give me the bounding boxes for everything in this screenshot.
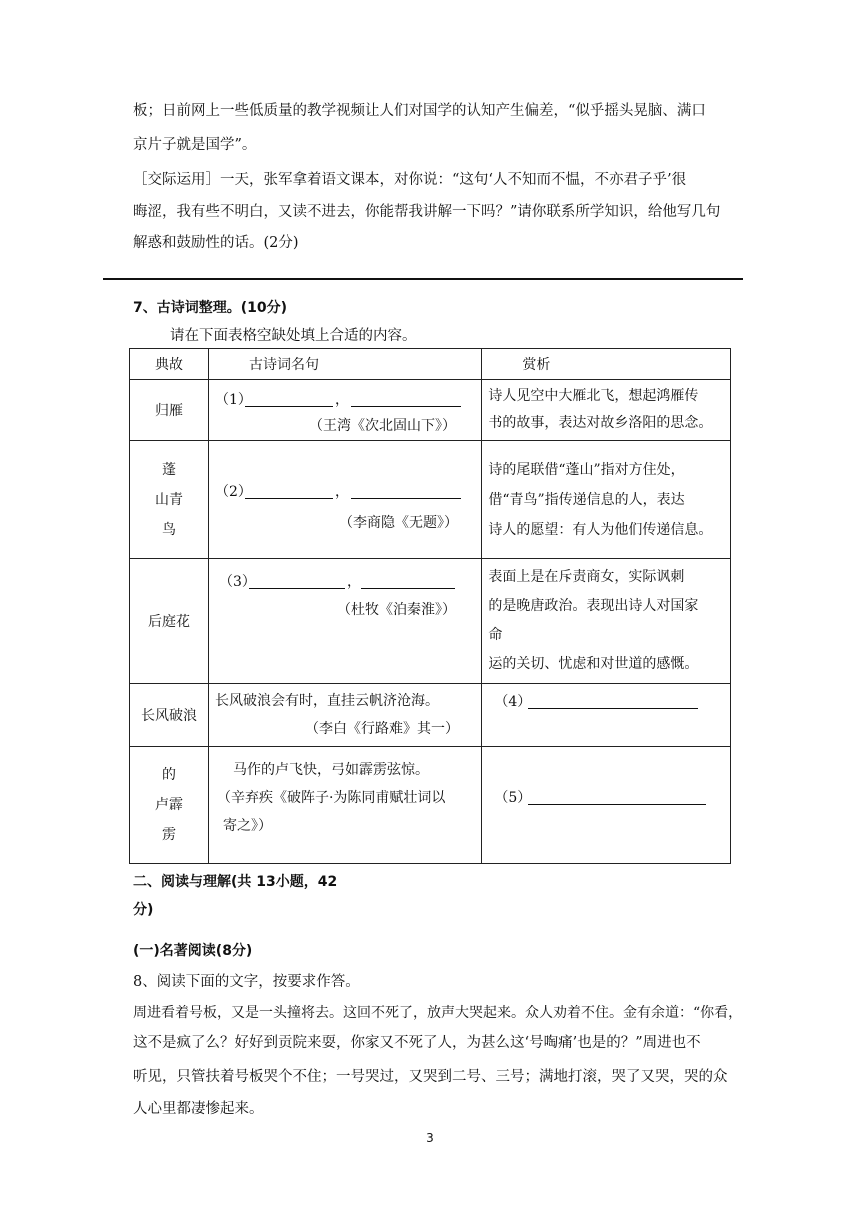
analysis-cell xyxy=(482,747,731,864)
answer-blank[interactable] xyxy=(361,574,455,589)
analysis-line: 诗人的愿望：有人为他们传递信息。 xyxy=(488,521,713,538)
table-row xyxy=(130,559,731,684)
answer-blank[interactable] xyxy=(351,392,461,407)
blank-num: （5） xyxy=(494,790,532,806)
blank-num: （4） xyxy=(494,694,532,710)
q7-title: 7、古诗词整理。(10分) xyxy=(133,300,288,316)
analysis-line: 运的关切、忧虑和对世道的感慨。 xyxy=(488,656,699,672)
verse-cell xyxy=(208,684,481,747)
analysis-cell xyxy=(482,684,731,747)
blank-num: （3） xyxy=(218,574,256,590)
page-number: 3 xyxy=(426,1131,434,1145)
poem-table xyxy=(129,348,731,864)
allusion-line: 山青 xyxy=(154,491,183,508)
top-text-line-5: 解惑和鼓励性的话。(2分) xyxy=(133,235,299,251)
verse-cell xyxy=(208,559,481,684)
table-row xyxy=(130,747,731,864)
allusion-line: 卢霹 xyxy=(154,797,183,813)
header-allusion: 典故 xyxy=(130,349,209,380)
q7-instruction: 请在下面表格空缺处填上合适的内容。 xyxy=(170,328,417,344)
analysis-line: 命 xyxy=(488,627,503,643)
analysis-cell xyxy=(482,559,731,684)
analysis-line: 书的故事，表达对故乡洛阳的思念。 xyxy=(488,415,713,431)
analysis-line: 表面上是在斥责商女，实际讽刺 xyxy=(488,569,685,585)
q8-prompt: 8、阅读下面的文字，按要求作答。 xyxy=(133,974,360,990)
verse-text: 马作的卢飞快，弓如霹雳弦惊。 xyxy=(232,762,429,778)
table-row xyxy=(130,441,731,559)
answer-blank[interactable] xyxy=(245,484,333,499)
section2-title-line-2: 分) xyxy=(133,902,154,918)
passage-line-2: 这不是疯了么？好好到贡院来耍，你家又不死了人，为甚么这‘号啕痛’也是的？”周进也不 xyxy=(133,1035,701,1051)
passage-line-1: 周进看着号板，又是一头撞将去。这回不死了，放声大哭起来。众人劝着不住。金有余道：“你看， xyxy=(133,1005,743,1021)
verse-source: （李白《行路难》其一） xyxy=(304,721,459,737)
analysis-line: 的是晚唐政治。表现出诗人对国家 xyxy=(488,598,699,614)
verse-cell xyxy=(208,441,481,559)
allusion-line: 蓬 xyxy=(161,461,176,478)
subsection-title: (一)名著阅读(8分) xyxy=(133,943,253,959)
analysis-cell xyxy=(482,380,731,441)
passage-line-3: 听见，只管扶着号板哭个不住；一号哭过，又哭到二号、三号；满地打滚，哭了又哭，哭的众 xyxy=(133,1069,728,1085)
table-header-row xyxy=(130,349,731,380)
answer-blank[interactable] xyxy=(528,790,706,805)
answer-blank[interactable] xyxy=(249,574,345,589)
verse-source: （杜牧《泊秦淮》） xyxy=(336,602,456,618)
verse-source: （辛弃疾《破阵子·为陈同甫赋壮词以 xyxy=(216,790,446,806)
header-verse: 古诗词名句 xyxy=(208,349,481,380)
analysis-line: 借“青鸟”指传递信息的人，表达 xyxy=(488,491,685,508)
top-text-line-1: 板；日前网上一些低质量的教学视频让人们对国学的认知产生偏差，“似乎摇头晃脑、满口 xyxy=(133,103,706,119)
allusion-cell xyxy=(130,441,209,559)
comma: ， xyxy=(334,392,349,408)
verse-source: （李商隐《无题》） xyxy=(338,515,458,531)
verse-source: 寄之》） xyxy=(222,818,272,834)
comma: ， xyxy=(334,484,349,500)
allusion-line: 雳 xyxy=(161,827,176,843)
top-text-line-3: ［交际运用］一天，张军拿着语文课本，对你说：“这句‘人不知而不愠，不亦君子乎’很 xyxy=(133,172,687,188)
top-text-line-2: 京片子就是国学”。 xyxy=(133,137,257,153)
allusion-cell xyxy=(130,747,209,864)
analysis-line: 诗的尾联借“蓬山”指对方住处， xyxy=(488,461,685,478)
passage-line-4: 人心里都凄惨起来。 xyxy=(133,1101,264,1117)
analysis-line: 诗人见空中大雁北飞，想起鸿雁传 xyxy=(488,388,699,404)
allusion-line: 的 xyxy=(161,767,176,783)
analysis-cell xyxy=(482,441,731,559)
verse-text: 长风破浪会有时，直挂云帆济沧海。 xyxy=(214,693,439,709)
table-row xyxy=(130,380,731,441)
allusion-cell: 归雁 xyxy=(130,380,209,441)
verse-source: （王湾《次北固山下》） xyxy=(308,418,456,434)
top-text-line-4: 晦涩，我有些不明白，又读不进去，你能帮我讲解一下吗？”请你联系所学知识，给他写几句 xyxy=(133,204,721,220)
header-analysis: 赏析 xyxy=(482,349,731,380)
answer-blank[interactable] xyxy=(245,392,333,407)
verse-cell xyxy=(208,380,481,441)
blank-num: （1） xyxy=(214,392,252,408)
blank-num: （2） xyxy=(214,484,252,500)
allusion-line: 鸟 xyxy=(161,521,176,538)
comma: ， xyxy=(346,574,361,590)
section2-title-line-1: 二、阅读与理解(共 13小题，42 xyxy=(133,874,338,890)
verse-cell xyxy=(208,747,481,864)
table-row xyxy=(130,684,731,747)
allusion-cell: 后庭花 xyxy=(130,559,209,684)
allusion-cell: 长风破浪 xyxy=(130,684,209,747)
answer-blank[interactable] xyxy=(351,484,461,499)
answer-blank[interactable] xyxy=(528,694,698,709)
section-divider xyxy=(103,278,743,280)
